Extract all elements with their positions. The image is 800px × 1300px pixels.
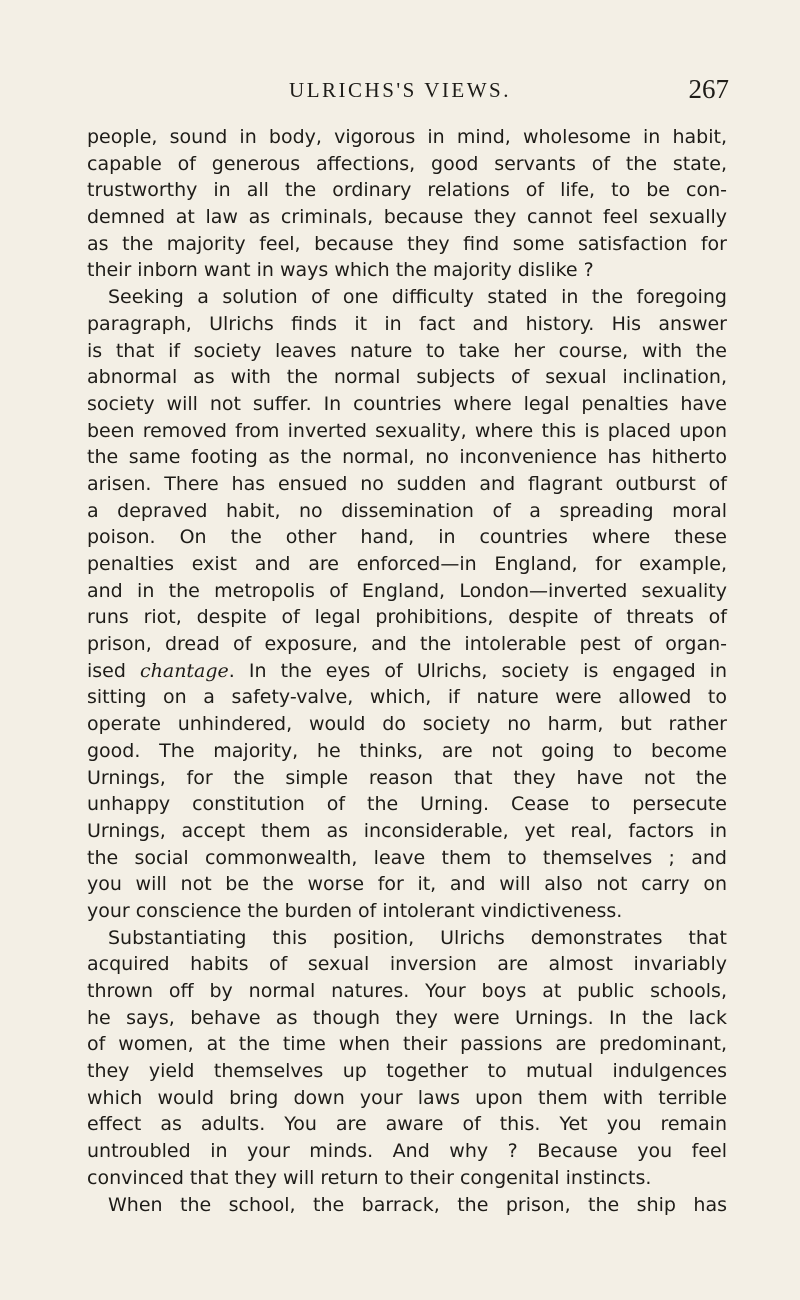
text-line: prison, dread of exposure, and the intolerable pest of organ- bbox=[87, 633, 727, 656]
italic-word: chantage bbox=[139, 659, 229, 682]
page-number: 267 bbox=[688, 74, 729, 104]
text-line: runs riot, despite of legal prohibitions, despite of threats of bbox=[87, 606, 727, 629]
text-line: as the majority feel, because they find some satisfaction for bbox=[87, 232, 727, 255]
text-line: they yield themselves up together to mutual indulgences bbox=[87, 1060, 727, 1083]
text-line: Seeking a solution of one difficulty stated in the foregoing bbox=[108, 286, 727, 309]
text-line: is that if society leaves nature to take her course, with the bbox=[87, 339, 727, 362]
text-line: Urnings, for the simple reason that they have not the bbox=[87, 766, 727, 789]
text-line: the same footing as the normal, no inconvenience has hitherto bbox=[87, 446, 727, 469]
text-line: untroubled in your minds. And why ? Because you feel bbox=[87, 1140, 727, 1163]
text-line: capable of generous affections, good servants of the state, bbox=[87, 152, 727, 175]
text-line: ised chantage. In the eyes of Ulrichs, society is engaged in bbox=[87, 659, 728, 682]
text-line: good. The majority, he thinks, are not going to become bbox=[87, 739, 727, 762]
text-line: convinced that they will return to their congenital instincts. bbox=[87, 1166, 652, 1189]
page-header bbox=[0, 74, 800, 114]
text-line: thrown off by normal natures. Your boys at public schools, bbox=[87, 980, 727, 1002]
text-line: the social commonwealth, leave them to themselves ; and bbox=[87, 846, 727, 869]
text-line: of women, at the time when their passions are predominant, bbox=[87, 1033, 727, 1056]
text-line: which would bring down your laws upon them with terrible bbox=[87, 1086, 727, 1109]
text-line: you will not be the worse for it, and will also not carry on bbox=[87, 873, 727, 896]
text-line: acquired habits of sexual inversion are almost invariably bbox=[87, 953, 727, 976]
text-line: arisen. There has ensued no sudden and flagrant outburst of bbox=[87, 472, 727, 495]
text-line: their inborn want in ways which the majority dislike ? bbox=[87, 259, 594, 282]
text-line: a depraved habit, no dissemination of a spreading moral bbox=[87, 499, 727, 522]
text-line: people, sound in body, vigorous in mind, wholesome in habit, bbox=[87, 126, 727, 148]
text-line: and in the metropolis of England, London—inverted sexuality bbox=[87, 579, 727, 602]
text-line: operate unhindered, would do society no harm, but rather bbox=[87, 713, 727, 736]
text-line: sitting on a safety-valve, which, if nature were allowed to bbox=[87, 686, 727, 709]
text-line: been removed from inverted sexuality, where this is placed upon bbox=[87, 419, 727, 442]
text-line: your conscience the burden of intolerant vindictiveness. bbox=[87, 899, 623, 922]
text-line: he says, behave as though they were Urnings. In the lack bbox=[87, 1006, 727, 1029]
text-line: paragraph, Ulrichs finds it in fact and history. His answer bbox=[87, 312, 727, 335]
text-line: Urnings, accept them as inconsiderable, yet real, factors in bbox=[87, 819, 727, 842]
text-line: Substantiating this position, Ulrichs demonstrates that bbox=[108, 926, 727, 949]
text-line: When the school, the barrack, the prison, the ship has bbox=[108, 1193, 727, 1216]
text-line: trustworthy in all the ordinary relations of life, to be con- bbox=[87, 179, 727, 202]
text-line: society will not suffer. In countries where legal penalties have bbox=[87, 392, 727, 415]
text-line: poison. On the other hand, in countries where these bbox=[87, 526, 727, 549]
text-line: abnormal as with the normal subjects of sexual inclination, bbox=[87, 366, 727, 389]
text-line: demned at law as criminals, because they cannot feel sexually bbox=[87, 206, 727, 229]
text-line: unhappy constitution of the Urning. Cease to persecute bbox=[87, 793, 727, 816]
running-head: ULRICHS'S VIEWS. bbox=[289, 78, 511, 102]
text-line: penalties exist and are enforced—in England, for example, bbox=[87, 553, 727, 575]
body-text bbox=[87, 124, 727, 1218]
text-line: effect as adults. You are aware of this. Yet you remain bbox=[87, 1113, 727, 1136]
